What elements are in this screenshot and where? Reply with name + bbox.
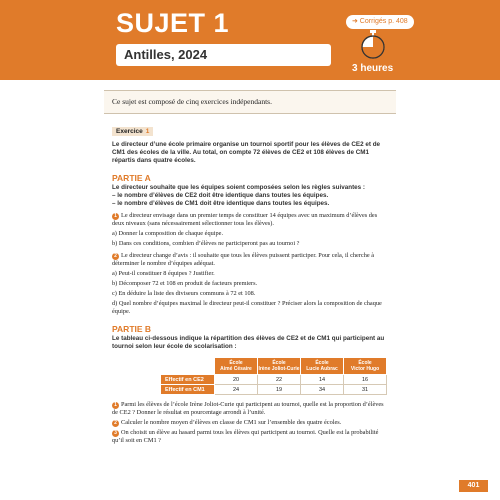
- question-number-badge: 1: [112, 213, 119, 220]
- subquestion: d) Quel nombre d’équipes maximal le directeur peut-il constituer ? Préciser alors la composition de chaque équipe.: [112, 300, 382, 315]
- stopwatch-icon: [360, 30, 386, 60]
- exercise-statement: Le directeur d’une école primaire organise un tournoi sportif pour les élèves de CE2 et de CM1 des écoles de la ville. Au total, on compte 72 élèves de CE2 et 108 élèves de CM1 répartis dans quatre écoles.: [112, 141, 381, 164]
- question-b3: [112, 429, 388, 445]
- page-number: 401: [459, 480, 488, 492]
- question-a2: [112, 252, 388, 268]
- partie-b-intro: Le tableau ci-dessous indique la répartition des élèves de CE2 et de CM1 qui participent au tournoi selon leur école de scolarisation :: [112, 335, 385, 350]
- exercise-tag: [112, 127, 153, 136]
- table-header-row: [161, 358, 387, 375]
- question-text: Le directeur envisage dans un premier temps de constituer 14 équipes avec un maximum d’élèves des deux niveaux (sans nécessairement sélectionner tous les élèves).: [112, 212, 378, 227]
- question-number-badge: 3: [112, 430, 119, 437]
- header-banner: [0, 0, 500, 80]
- table-cell: 20: [215, 375, 258, 385]
- duration-label: 3 heures: [352, 63, 394, 74]
- table-cell: 19: [258, 385, 301, 395]
- partie-a-rule: Le directeur souhaite que les équipes soient composées selon les règles suivantes :: [112, 184, 366, 191]
- question-text: Le directeur change d’avis : il souhaite que tous les élèves puissent participer. Pour cela, il cherche à déterminer le nombre d’équipes adéquat.: [112, 252, 375, 267]
- table-cell: 34: [301, 385, 344, 395]
- table-cell: 14: [301, 375, 344, 385]
- table-cell: 31: [344, 385, 387, 395]
- question-text: Calculer le nombre moyen d’élèves en classe de CM1 sur l’ensemble des quatre écoles.: [121, 419, 342, 426]
- partie-a-rule: – le nombre d’élèves de CE2 doit être identique dans toutes les équipes.: [112, 192, 329, 199]
- question-b1: [112, 401, 388, 417]
- partie-a-rule: – le nombre d’élèves de CM1 doit être identique dans toutes les équipes.: [112, 200, 330, 207]
- table-column-header: École Aimé Césaire: [215, 358, 258, 375]
- exercise-label: Exercice: [116, 128, 143, 135]
- table-cell: 16: [344, 375, 387, 385]
- intro-text: Ce sujet est composé de cinq exercices indépendants.: [112, 97, 272, 106]
- question-number-badge: 1: [112, 402, 119, 409]
- corriges-link[interactable]: ➜ Corrigés p. 408: [346, 15, 414, 29]
- location-label: Antilles, 2024: [124, 47, 208, 62]
- subquestion: b) Dans ces conditions, combien d’élèves ne participeront pas au tournoi ?: [112, 240, 300, 247]
- location-box: [116, 44, 331, 66]
- table-column-header: École Irène Joliot-Curie: [258, 358, 301, 375]
- subquestion: c) En déduire la liste des diviseurs communs à 72 et 108.: [112, 290, 256, 297]
- exercise-content: [104, 90, 396, 445]
- subquestion: b) Décomposer 72 et 108 en produit de facteurs premiers.: [112, 280, 258, 287]
- intro-box: [104, 90, 396, 114]
- exercise-number: 1: [145, 128, 150, 135]
- table-row-header: Effectif en CM1: [161, 385, 215, 395]
- table-corner: [161, 358, 215, 375]
- table-row: [161, 385, 387, 395]
- table-column-header: École Victor Hugo: [344, 358, 387, 375]
- subquestion: a) Peut-il constituer 8 équipes ? Justifier.: [112, 270, 215, 277]
- effectifs-table: [160, 357, 387, 395]
- question-b2: [112, 419, 388, 427]
- question-text: Parmi les élèves de l’école Irène Joliot-Curie qui participent au tournoi, quelle est la proportion d’élèves de CE2 ? Donner le résultat en pourcentage arrondi à l’unité.: [112, 401, 384, 416]
- table-cell: 24: [215, 385, 258, 395]
- question-number-badge: 2: [112, 420, 119, 427]
- partie-a-title: PARTIE A: [112, 173, 151, 183]
- page-title: SUJET 1: [116, 8, 230, 38]
- question-number-badge: 2: [112, 253, 119, 260]
- question-text: On choisit un élève au hasard parmi tous les élèves qui participent au tournoi. Quelle est la probabilité qu’il soit en CM1 ?: [112, 429, 379, 444]
- partie-b-title: PARTIE B: [112, 324, 152, 334]
- table-column-header: École Lucie Aubrac: [301, 358, 344, 375]
- subquestion: a) Donner la composition de chaque équipe.: [112, 230, 224, 237]
- table-row: [161, 375, 387, 385]
- question-a1: [112, 212, 388, 228]
- table-cell: 22: [258, 375, 301, 385]
- table-row-header: Effectif en CE2: [161, 375, 215, 385]
